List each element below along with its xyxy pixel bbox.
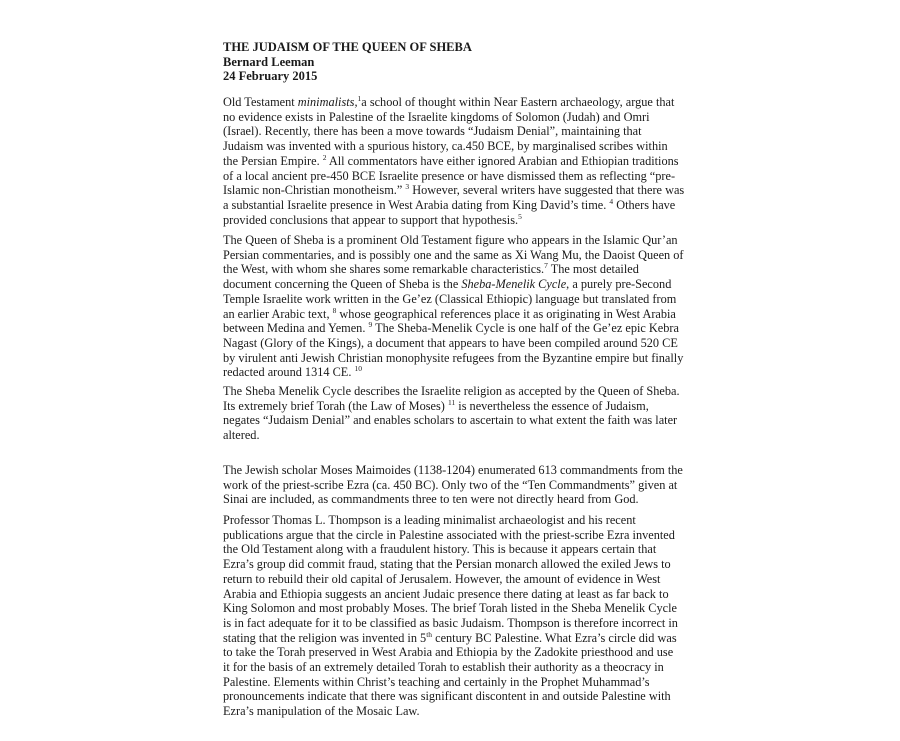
paragraph-line (223, 384, 683, 399)
paragraph-line (223, 587, 683, 602)
footnote-ref: 9 (368, 320, 373, 330)
footnote-ref: 2 (322, 152, 327, 162)
text-run: no evidence exists in Palestine of the Israelite kingdoms of Solomon (Judah) and Omri (223, 109, 650, 124)
text-run: provided conclusions that appear to support that hypothesis. (223, 212, 519, 227)
text-run: King Solomon and most probably Moses. The brief Torah listed in the Sheba Menelik Cycle (223, 601, 677, 616)
paragraph-line (223, 365, 683, 380)
footnote-ref: 10 (354, 364, 362, 374)
paragraph-line (223, 463, 683, 478)
text-run: Judaism was invented with a spurious history, ca.450 BCE, by marginalised scribes within (223, 139, 668, 154)
text-run: Temple Israelite work written in the Ge’ez (Classical Ethiopic) language but translated from (223, 291, 677, 306)
paragraph-line (223, 528, 683, 543)
paragraph-line (223, 616, 683, 631)
paragraph-line (223, 428, 683, 443)
text-run: a substantial Israelite presence in West Arabia dating from King David’s time. (223, 197, 610, 212)
text-run: The Sheba Menelik Cycle describes the Israelite religion as accepted by the Queen of Sheba. (223, 384, 680, 398)
text-run: document concerning the Queen of Sheba is the (223, 277, 462, 292)
footnote-ref: 5 (518, 211, 522, 221)
paragraph-line (223, 399, 683, 414)
paragraph-line (223, 631, 683, 646)
footnote-ref: 4 (609, 196, 614, 206)
text-run: the Persian Empire. (223, 153, 323, 168)
text-run: Professor Thomas L. Thompson is a leading minimalist archaeologist and his recent (223, 513, 636, 527)
paragraph-line (223, 95, 683, 110)
paragraph-line (223, 292, 683, 307)
text-run: Old Testament (223, 95, 298, 109)
text-run: Nagast (Glory of the Kings), a document that appears to have been compiled around 520 CE (223, 335, 678, 350)
paragraph (223, 233, 683, 380)
paragraph-line (223, 110, 683, 125)
paragraph (223, 513, 683, 719)
paragraph (223, 95, 683, 227)
footnote-ref: 8 (332, 305, 337, 315)
text-run: is nevertheless the essence of Judaism, (455, 398, 649, 413)
text-run: Arabia and Ethiopia suggests an ancient Judaic presence there dating at least as far back to (223, 586, 669, 601)
footnote-ref: 1 (357, 94, 362, 103)
text-run: stating that the religion was invented in 5 (223, 630, 427, 645)
text-run: redacted around 1314 CE. (223, 365, 355, 380)
paragraph (223, 384, 683, 443)
paragraph-line (223, 478, 683, 493)
text-run: work of the priest-scribe Ezra (ca. 450 BC). Only two of the “Ten Commandments” given at (223, 477, 678, 492)
paragraph-line (223, 351, 683, 366)
paragraph-line (223, 321, 683, 336)
text-run: , a purely pre-Second (566, 277, 672, 292)
text-run: pronouncements indicate that there was significant discontent in and outside Palestine with (223, 689, 671, 704)
text-run: century BC Palestine. What Ezra’s circle did was (432, 630, 677, 645)
footnote-ref: 3 (405, 182, 410, 192)
paragraph-line (223, 213, 683, 228)
text-run: The Jewish scholar Moses Maimoides (1138-1204) enumerated 613 commandments from the (223, 463, 683, 477)
paragraph-line (223, 413, 683, 428)
paragraph-line (223, 492, 683, 507)
text-run: publications argue that the circle in Palestine associated with the priest-scribe Ezra invented (223, 527, 675, 542)
text-run: Others have (613, 197, 676, 212)
text-run: whose geographical references place it as originating in West Arabia (336, 306, 676, 321)
text-run: minimalists, (297, 95, 358, 109)
text-run: The Queen of Sheba is a prominent Old Testament figure who appears in the Islamic Qur’an (223, 233, 678, 247)
text-run: it for the basis of an extremely detailed Torah to establish their authority as a theocracy in (223, 660, 664, 675)
paragraph-line (223, 689, 683, 704)
text-run: return to rebuild their old capital of Jerusalem. However, the amount of evidence in West (223, 571, 661, 586)
paragraph-line (223, 183, 683, 198)
paragraph-line (223, 139, 683, 154)
text-run: the Old Testament along with a fraudulent history. This is because it appears certain that (223, 542, 657, 557)
paragraph-line (223, 336, 683, 351)
paragraph-line (223, 675, 683, 690)
text-run: (Israel). Recently, there has been a move towards “Judaism Denial”, maintaining that (223, 124, 642, 139)
text-run: negates “Judaism Denial” and enables scholars to ascertain to what extent the faith was later (223, 413, 678, 428)
text-run: is in fact adequate for it to be classified as basic Judaism. Thompson is therefore incorrect in (223, 615, 678, 630)
footnote-ref: th (426, 629, 433, 639)
text-run: Sheba-Menelik Cycle (461, 277, 567, 292)
document-author: Bernard Leeman (223, 54, 315, 69)
paragraph-line (223, 572, 683, 587)
paragraph-line (223, 660, 683, 675)
text-run: Ezra’s manipulation of the Mosaic Law. (223, 704, 420, 719)
text-run: Its extremely brief Torah (the Law of Moses) (223, 398, 448, 413)
paragraph-line (223, 645, 683, 660)
document-header (223, 40, 472, 84)
text-run: However, several writers have suggested that there was (409, 183, 685, 198)
paragraph-line (223, 248, 683, 263)
text-run: Sinai are included, as commandments three to ten were not directly heard from God. (223, 492, 639, 507)
paragraph-line (223, 154, 683, 169)
document-date: 24 February 2015 (223, 69, 318, 83)
text-run: the West, with whom she shares some remarkable characteristics. (223, 262, 545, 277)
paragraph-line (223, 169, 683, 184)
paragraph-line (223, 307, 683, 322)
paragraph (223, 463, 683, 507)
text-run: a school of thought within Near Eastern archaeology, argue that (361, 95, 675, 109)
paragraph-line (223, 704, 683, 719)
paragraph-line (223, 277, 683, 292)
text-run: by virulent anti Jewish Christian monophysite refugees from the Byzantine empire but finally (223, 350, 684, 365)
paragraph-line (223, 262, 683, 277)
text-run: The Sheba-Menelik Cycle is one half of the Ge’ez epic Kebra (372, 321, 679, 336)
text-run: between Medina and Yemen. (223, 321, 369, 336)
paragraph-line (223, 557, 683, 572)
text-run: an earlier Arabic text, (223, 306, 333, 321)
paragraph-line (223, 601, 683, 616)
paragraph-line (223, 124, 683, 139)
text-run: The most detailed (547, 262, 639, 277)
text-run: Islamic non-Christian monotheism.” (223, 183, 406, 198)
text-run: Ezra’s group did commit fraud, stating that the Persian monarch allowed the exiled Jews to (223, 557, 671, 572)
paragraph-line (223, 233, 683, 248)
text-run: to take the Torah preserved in West Arabia and Ethiopia by the Zadokite priesthood and use (223, 645, 674, 660)
paragraph-line (223, 198, 683, 213)
document-title: THE JUDAISM OF THE QUEEN OF SHEBA (223, 40, 472, 54)
footnote-ref: 11 (447, 397, 456, 407)
text-run: Palestine. Elements within Christ’s teaching and certainly in the Prophet Muhammad’s (223, 674, 650, 689)
text-run: of a local ancient pre-450 BCE Israelite presence or have dismissed them as reflecting “pre- (223, 168, 676, 183)
paragraph-line (223, 513, 683, 528)
text-run: Persian commentaries, and is possibly one and the same as Xi Wang Mu, the Daoist Queen of (223, 247, 684, 262)
text-run: altered. (223, 428, 260, 443)
footnote-ref: 7 (544, 261, 548, 271)
text-run: All commentators have either ignored Arabian and Ethiopian traditions (326, 153, 679, 168)
paragraph-line (223, 542, 683, 557)
